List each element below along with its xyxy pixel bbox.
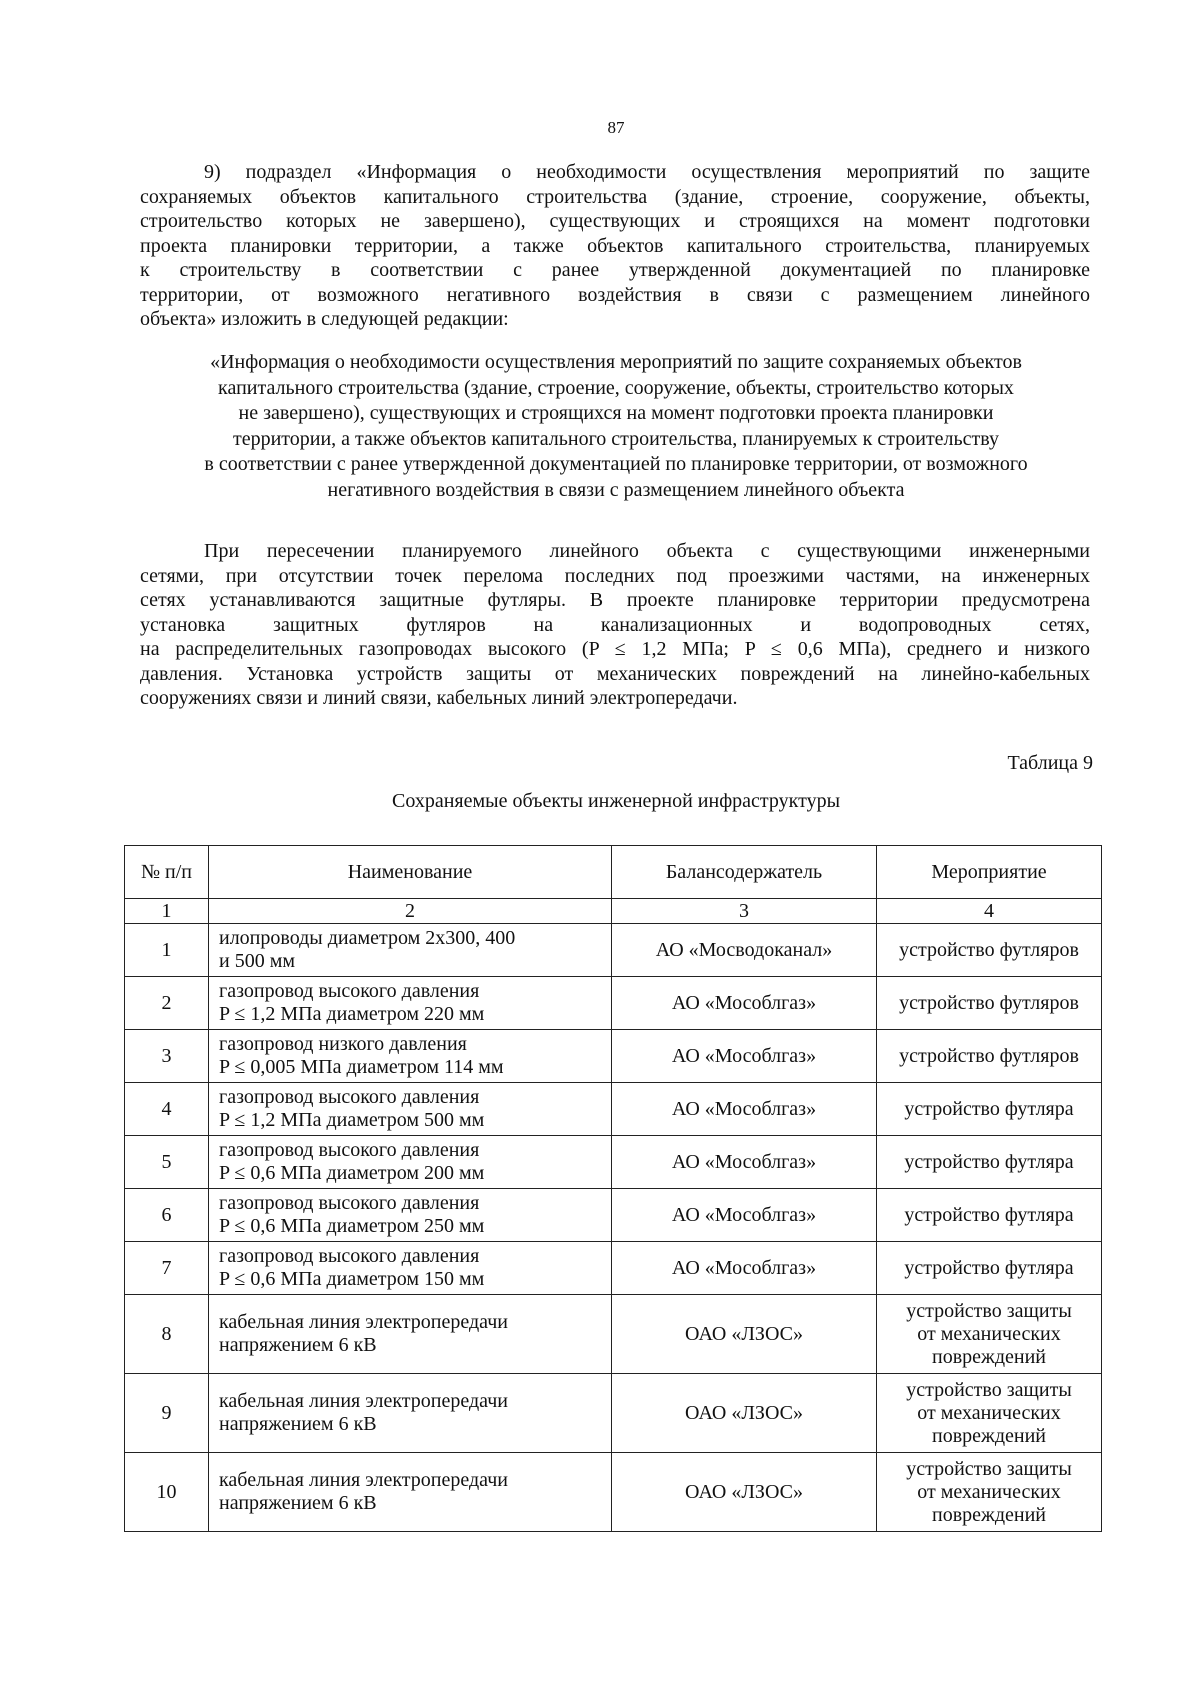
header-owner: Балансодержатель bbox=[612, 846, 877, 899]
heading-line: капитального строительства (здание, строение, сооружение, объекты, строительство которых bbox=[218, 376, 1014, 399]
table-header-row bbox=[125, 846, 1102, 899]
page-number: 87 bbox=[607, 118, 625, 137]
table-row bbox=[125, 1242, 1102, 1295]
balance-holder: АО «Мособлгаз» bbox=[612, 977, 877, 1030]
row-number: 10 bbox=[125, 1453, 209, 1532]
object-name bbox=[209, 1295, 612, 1374]
heading-line: территории, а также объектов капитального строительства, планируемых к строительству bbox=[232, 427, 1000, 450]
protection-measure-line: устройство футляра bbox=[904, 1150, 1074, 1173]
body-line: сетями, при отсутствии точек перелома последних под проезжими частями, на инженерных bbox=[140, 564, 1090, 587]
protection-measure bbox=[877, 1295, 1102, 1374]
object-name bbox=[209, 924, 612, 977]
body-line: сетях устанавливаются защитные футляры. В проекте планировке территории предусмотрена bbox=[140, 589, 1090, 611]
table-title: Сохраняемые объекты инженерной инфраструктуры bbox=[391, 790, 841, 812]
table-row bbox=[125, 1083, 1102, 1136]
object-name-line: P ≤ 1,2 МПа диаметром 220 мм bbox=[219, 1003, 485, 1025]
protection-measure-line: повреждений bbox=[931, 1503, 1046, 1526]
balance-holder: ОАО «ЛЗОС» bbox=[612, 1374, 877, 1453]
protection-measure bbox=[877, 1030, 1102, 1083]
row-number: 8 bbox=[125, 1295, 209, 1374]
object-name bbox=[209, 977, 612, 1030]
protection-measure bbox=[877, 1242, 1102, 1295]
object-name bbox=[209, 1083, 612, 1136]
table-row bbox=[125, 1030, 1102, 1083]
heading-line: не завершено), существующих и строящихся на момент подготовки проекта планировки bbox=[238, 402, 994, 424]
object-name-line: P ≤ 0,6 МПа диаметром 150 мм bbox=[219, 1268, 485, 1290]
protection-measure-line: устройство защиты bbox=[906, 1378, 1072, 1401]
intro-line: проекта планировки территории, а также объектов капитального строительства, планируемых bbox=[140, 234, 1090, 257]
intro-line: территории, от возможного негативного воздействия в связи с размещением линейного bbox=[140, 283, 1090, 306]
object-name-line: газопровод высокого давления bbox=[219, 980, 480, 1002]
table-row bbox=[125, 1453, 1102, 1532]
protection-measure bbox=[877, 1374, 1102, 1453]
intro-line: 9) подраздел «Информация о необходимости осуществления мероприятий по защите bbox=[204, 161, 1090, 183]
balance-holder: АО «Мособлгаз» bbox=[612, 1136, 877, 1189]
balance-holder: АО «Мосводоканал» bbox=[612, 924, 877, 977]
object-name-line: напряжением 6 кВ bbox=[219, 1492, 377, 1514]
balance-holder: АО «Мособлгаз» bbox=[612, 1083, 877, 1136]
protection-measure-line: от механических bbox=[917, 1480, 1061, 1503]
object-name-line: и 500 мм bbox=[219, 950, 296, 972]
intro-line: сохраняемых объектов капитального строительства (здание, строение, сооружение, объекты, bbox=[140, 185, 1090, 208]
protection-measure bbox=[877, 1136, 1102, 1189]
intro-line: объекта» изложить в следующей редакции: bbox=[140, 308, 509, 330]
object-name-line: P ≤ 0,6 МПа диаметром 250 мм bbox=[219, 1215, 485, 1237]
protection-measure-line: устройство футляра bbox=[904, 1097, 1074, 1120]
body-line: давления. Установка устройств защиты от механических повреждений на линейно-кабельных bbox=[140, 662, 1090, 685]
protection-measure bbox=[877, 1083, 1102, 1136]
column-number-row bbox=[125, 899, 1102, 924]
protection-measure bbox=[877, 977, 1102, 1030]
header-action: Мероприятие bbox=[877, 846, 1102, 899]
object-name-line: напряжением 6 кВ bbox=[219, 1334, 377, 1356]
table-row bbox=[125, 924, 1102, 977]
header-name: Наименование bbox=[209, 846, 612, 899]
heading-line: «Информация о необходимости осуществления мероприятий по защите сохраняемых объектов bbox=[210, 351, 1022, 373]
protection-measure-line: устройство футляра bbox=[904, 1203, 1074, 1226]
row-number: 3 bbox=[125, 1030, 209, 1083]
protection-measure-line: устройство футляра bbox=[904, 1256, 1074, 1279]
object-name-line: кабельная линия электропередачи bbox=[219, 1390, 508, 1412]
object-name-line: газопровод высокого давления bbox=[219, 1139, 480, 1161]
object-name bbox=[209, 1189, 612, 1242]
object-name-line: газопровод высокого давления bbox=[219, 1086, 480, 1108]
objects-table bbox=[124, 845, 1102, 1532]
body-line: сооружениях связи и линий связи, кабельных линий электропередачи. bbox=[140, 687, 738, 709]
object-name-line: газопровод высокого давления bbox=[219, 1245, 480, 1267]
balance-holder: АО «Мособлгаз» bbox=[612, 1242, 877, 1295]
heading-line: в соответствии с ранее утвержденной документацией по планировке территории, от возможного bbox=[204, 453, 1028, 475]
row-number: 2 bbox=[125, 977, 209, 1030]
table-row bbox=[125, 1136, 1102, 1189]
protection-measure bbox=[877, 924, 1102, 977]
row-number: 4 bbox=[125, 1083, 209, 1136]
protection-measure-line: устройство защиты bbox=[906, 1457, 1072, 1480]
protection-measure-line: устройство футляров bbox=[899, 938, 1079, 961]
protection-measure-line: устройство футляров bbox=[899, 1044, 1079, 1067]
balance-holder: ОАО «ЛЗОС» bbox=[612, 1295, 877, 1374]
object-name bbox=[209, 1030, 612, 1083]
table-body bbox=[125, 899, 1102, 1532]
row-number: 5 bbox=[125, 1136, 209, 1189]
object-name-line: напряжением 6 кВ bbox=[219, 1413, 377, 1435]
column-number: 3 bbox=[612, 899, 877, 924]
section-heading bbox=[132, 350, 1100, 503]
column-number: 4 bbox=[877, 899, 1102, 924]
object-name-line: газопровод высокого давления bbox=[219, 1192, 480, 1214]
intro-line: строительство которых не завершено), существующих и строящихся на момент подготовки bbox=[140, 210, 1090, 232]
body-line: на распределительных газопроводах высокого (P ≤ 1,2 МПа; P ≤ 0,6 МПа), среднего и низкого bbox=[140, 638, 1090, 660]
column-number: 1 bbox=[125, 899, 209, 924]
intro-paragraph bbox=[140, 160, 1090, 332]
table-label: Таблица 9 bbox=[1007, 752, 1093, 774]
object-name-line: P ≤ 0,6 МПа диаметром 200 мм bbox=[219, 1162, 485, 1184]
object-name bbox=[209, 1242, 612, 1295]
balance-holder: АО «Мособлгаз» bbox=[612, 1030, 877, 1083]
object-name bbox=[209, 1374, 612, 1453]
header-number: № п/п bbox=[125, 846, 209, 899]
protection-measure-line: от механических bbox=[917, 1401, 1061, 1424]
table-row bbox=[125, 1189, 1102, 1242]
protection-measure-line: от механических bbox=[917, 1322, 1061, 1345]
intro-line: к строительству в соответствии с ранее утвержденной документацией по планировке bbox=[140, 259, 1090, 281]
object-name-line: кабельная линия электропередачи bbox=[219, 1469, 508, 1491]
object-name bbox=[209, 1136, 612, 1189]
object-name-line: илопроводы диаметром 2х300, 400 bbox=[219, 927, 516, 949]
object-name-line: кабельная линия электропередачи bbox=[219, 1311, 508, 1333]
balance-holder: АО «Мособлгаз» bbox=[612, 1189, 877, 1242]
object-name-line: P ≤ 0,005 МПа диаметром 114 мм bbox=[219, 1056, 504, 1078]
protection-measure bbox=[877, 1453, 1102, 1532]
row-number: 1 bbox=[125, 924, 209, 977]
object-name bbox=[209, 1453, 612, 1532]
row-number: 9 bbox=[125, 1374, 209, 1453]
body-line: При пересечении планируемого линейного объекта с существующими инженерными bbox=[204, 540, 1090, 562]
protection-measure-line: повреждений bbox=[931, 1345, 1046, 1368]
heading-line: негативного воздействия в связи с размещением линейного объекта bbox=[327, 478, 905, 501]
balance-holder: ОАО «ЛЗОС» bbox=[612, 1453, 877, 1532]
protection-measure-line: устройство защиты bbox=[906, 1299, 1072, 1322]
column-number: 2 bbox=[209, 899, 612, 924]
row-number: 6 bbox=[125, 1189, 209, 1242]
object-name-line: P ≤ 1,2 МПа диаметром 500 мм bbox=[219, 1109, 485, 1131]
protection-measure bbox=[877, 1189, 1102, 1242]
row-number: 7 bbox=[125, 1242, 209, 1295]
protection-measure-line: устройство футляров bbox=[899, 991, 1079, 1014]
protection-measure-line: повреждений bbox=[931, 1424, 1046, 1447]
body-paragraph bbox=[140, 539, 1090, 711]
object-name-line: газопровод низкого давления bbox=[219, 1033, 467, 1055]
body-line: установка защитных футляров на канализационных и водопроводных сетях, bbox=[140, 613, 1090, 636]
table-row bbox=[125, 1295, 1102, 1374]
table-row bbox=[125, 977, 1102, 1030]
table-row bbox=[125, 1374, 1102, 1453]
